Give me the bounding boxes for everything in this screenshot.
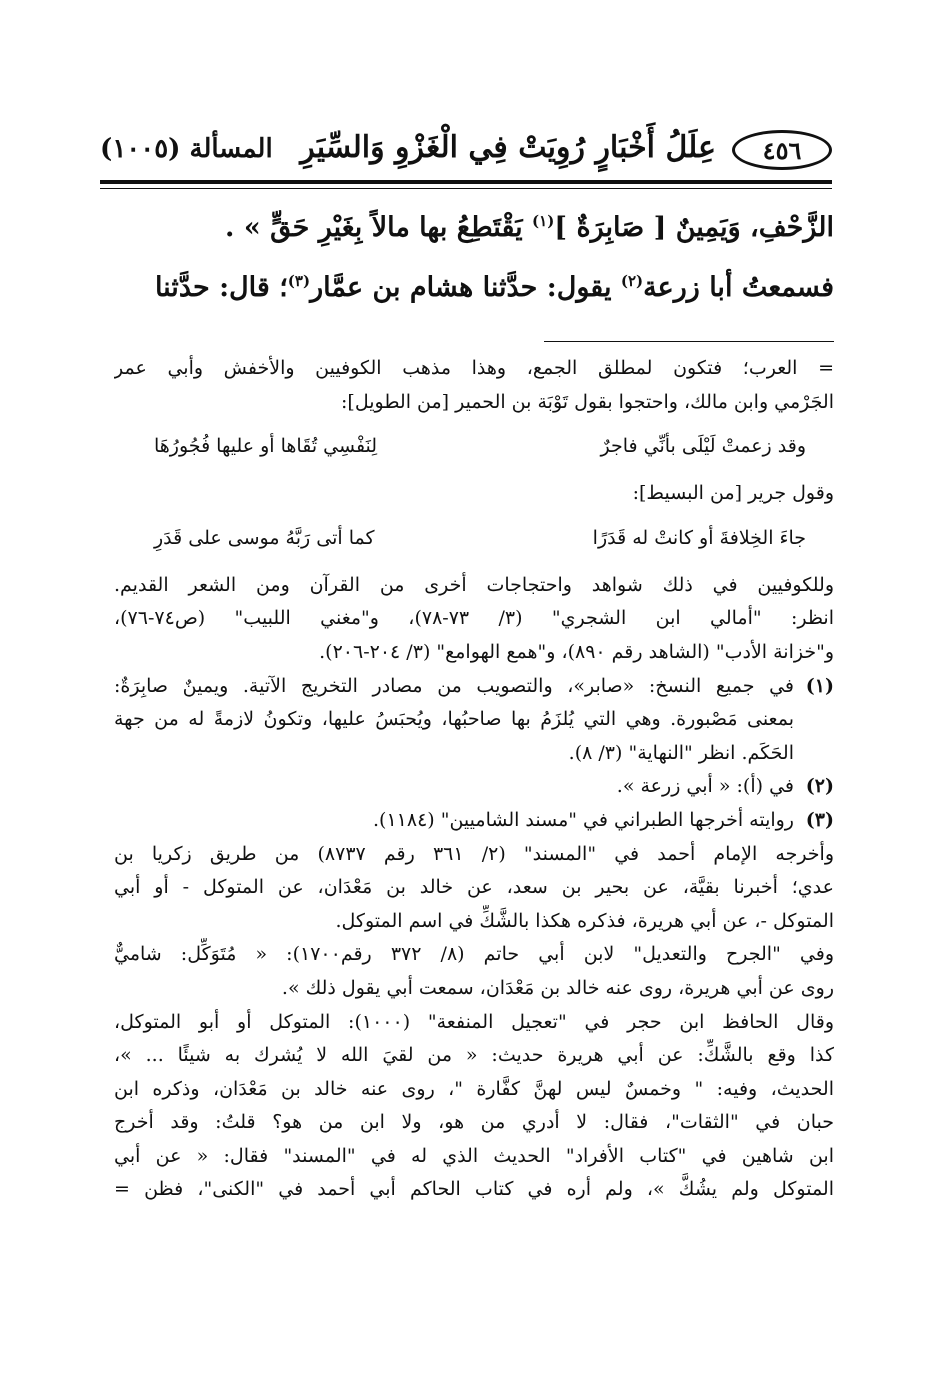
footnote-line: روى عن أبي هريرة، روى عنه خالد بن مَعْدَان، سمعت أبي يقول ذلك ». — [281, 976, 834, 999]
footnote-line: انظر: "أمالي ابن الشجري" (٣/ ٧٣-٧٨)، و"مغني اللبيب" (ص٧٤-٧٦)، — [114, 607, 834, 630]
poetry-verse-2 — [114, 511, 834, 569]
footnote-divider — [544, 341, 834, 342]
footnote-line: وللكوفيين في ذلك شواهد واحتجاجات أخرى من القرآن ومن الشعر القديم. — [114, 573, 834, 596]
footnotes — [114, 352, 834, 1207]
footnote-ref-2: (٢) — [620, 272, 644, 290]
footnote-line: عدي؛ أخبرنا بقيَّة، عن بحير بن سعد، عن خالد بن مَعْدَان، عن المتوكل - أو أبي — [114, 876, 834, 899]
footnote-continuation — [114, 352, 834, 670]
footnote-number: (١) — [805, 674, 834, 697]
footnote-number: (٢) — [805, 775, 834, 798]
main-line-2: فسمعتُ أبا زرعة$^{(٢)}$ يقول: حدَّثنا هشام بن عمَّار$^{(٣)}$؛ قال: حدَّثنا — [154, 272, 834, 303]
footnote-line: و"خزانة الأدب" (الشاهد رقم ٨٩٠)، و"همع الهوامع" (٣/ ٢٠٤-٢٠٦). — [319, 640, 834, 663]
issue-number: المسألة (١٠٠٥) — [100, 134, 273, 164]
footnote-1 — [114, 670, 834, 771]
footnote-line: كذا وقع بالشَّكِّ: عن أبي هريرة حديث: « من لقيَ الله لا يُشرك به شيئًا ... »، — [114, 1044, 834, 1067]
footnote-2 — [114, 770, 834, 804]
footnote-line: الحديث، وفيه: " وخمسٌ ليس لهنَّ كفَّارة "، روى عنه خالد بن مَعْدَان، وذكره ابن — [114, 1077, 834, 1100]
poetry-verse-1 — [114, 419, 834, 477]
footnote-number: (٣) — [805, 808, 834, 831]
page-number: ٤٥٦ — [732, 130, 832, 170]
footnote-line: في (أ): « أبي زرعة ». — [616, 775, 794, 798]
footnote-line: بمعنى مَصْبورة. وهي التي يُلزَمُ بها صاحبُها، ويُحبَسُ عليها، وتكونُ لازمةً له من جهة — [114, 708, 794, 731]
footnote-line: الجَرْمي وابن مالك، واحتجوا بقول تَوْبَة بن الحمير [من الطويل]: — [341, 390, 834, 413]
footnote-line: روايته أخرجها الطبراني في "مسند الشاميين" (١١٨٤). — [373, 808, 794, 831]
main-text — [94, 198, 834, 318]
footnote-line: المتوكل ولم يشُكَّ »، ولم أره في كتاب الحاكم أبي أحمد في "الكنى"، فظن = — [114, 1178, 834, 1201]
footnote-line: وقول جرير [من البسيط]: — [632, 482, 834, 505]
verse-first-hemistich: وقد زعمتْ لَيْلَى بأنِّي فاجرٌ — [600, 435, 806, 458]
footnote-line: وفي "الجرح والتعديل" لابن أبي حاتم (٨/ ٣٧٢ رقم١٧٠٠): « مُتَوَكِّل: شاميٌّ — [114, 943, 834, 966]
chapter-title: عِلَلُ أَخْبَارٍ رُوِيَتْ فِي الْغَزْوِ وَالسِّيَرِ — [300, 130, 716, 165]
footnote-ref-3: (٣) — [287, 272, 311, 290]
footnote-line: الحَكَم. انظر "النهاية" (٣/ ٨). — [568, 741, 794, 764]
header-rule-thin — [100, 188, 832, 189]
verse-second-hemistich: كما أتى رَبَّهُ موسى على قَدَرِ — [154, 526, 375, 549]
verse-first-hemistich: جاءَ الخِلافةَ أو كانتْ له قَدَرًا — [592, 526, 806, 549]
footnote-line: ابن شاهين في "كتاب الأفراد" الحديث الذي له في "المسند" فقال: « عن أبي — [114, 1144, 834, 1167]
footnote-line: وقال الحافظ ابن حجر في "تعجيل المنفعة" (١٠٠٠): المتوكل أو أبو المتوكل، — [114, 1010, 834, 1033]
footnote-line: = العرب؛ فتكون لمطلق الجمع، وهذا مذهب الكوفيين والأخفش وأبي عمر — [114, 357, 834, 379]
footnote-line: في جميع النسخ: «صابر»، والتصويب من مصادر التخريج الآتية. ويمينٌ صابِرَةٌ: — [114, 674, 794, 697]
footnote-ref-1: (١) — [532, 212, 555, 230]
footnote-line: حبان في "الثقات"، فقال: لا أدري من هو، ولا ابن من هو؟ قلتُ: وقد أخرج — [114, 1111, 834, 1134]
footnote-3-body — [114, 838, 834, 1208]
page-header — [100, 128, 832, 174]
verse-second-hemistich: لِنَفْسِي تُقَاها أو عليها فُجُورُهَا — [154, 435, 378, 458]
main-line-1: الزَّحْفِ، وَيَمِينٌ [ صَابِرَةٌ ]$^{(١)}$ يَقْتَطِعُ بها مالاً بِغَيْرِ حَقٍّ » . — [225, 212, 834, 243]
footnote-line: وأخرجه الإمام أحمد في "المسند" (٢/ ٣٦١ رقم ٨٧٣٧) من طريق زكريا بن — [114, 842, 834, 865]
footnote-3 — [114, 804, 834, 838]
header-rule-thick — [100, 180, 832, 184]
footnote-line: المتوكل -، عن أبي هريرة، فذكره هكذا بالشَّكِّ في اسم المتوكل. — [335, 909, 834, 932]
